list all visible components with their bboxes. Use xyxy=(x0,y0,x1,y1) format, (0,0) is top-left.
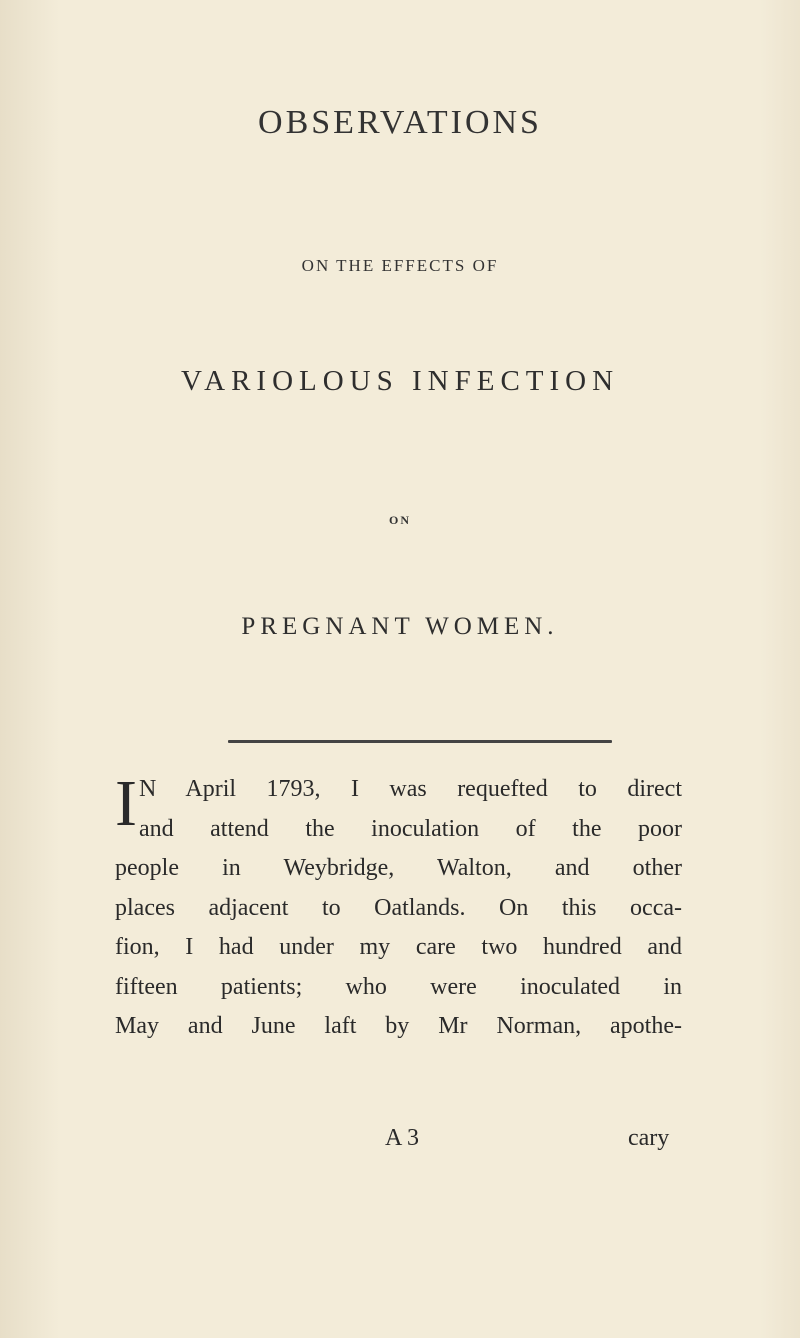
title-pregnant-women: PREGNANT WOMEN. xyxy=(241,613,559,640)
text-line: places adjacent to Oatlands. On this occa- xyxy=(115,894,682,921)
drop-cap: I xyxy=(115,767,137,840)
text-line: and attend the inoculation of the poor xyxy=(138,815,682,842)
text-line: fifteen patients; who were inoculated in xyxy=(115,973,682,1000)
text-line: May and June laft by Mr Norman, apothe- xyxy=(115,1013,682,1039)
text-line: people in Weybridge, Walton, and other xyxy=(115,855,682,881)
title-on: ON xyxy=(389,513,411,527)
body-paragraph xyxy=(115,767,682,1047)
title-variolous-infection: VARIOLOUS INFECTION xyxy=(180,365,620,397)
page-footer xyxy=(0,1125,800,1165)
title-on-the-effects-of: ON THE EFFECTS OF xyxy=(301,256,499,275)
text-line: fion, I had under my care two hundred and xyxy=(115,934,682,960)
signature-mark: A 3 xyxy=(385,1125,420,1151)
title-observations: OBSERVATIONS xyxy=(258,104,542,141)
horizontal-rule xyxy=(228,740,612,743)
catchword: cary xyxy=(628,1125,670,1151)
text-line: N April 1793, I was requefted to direct xyxy=(138,776,682,802)
